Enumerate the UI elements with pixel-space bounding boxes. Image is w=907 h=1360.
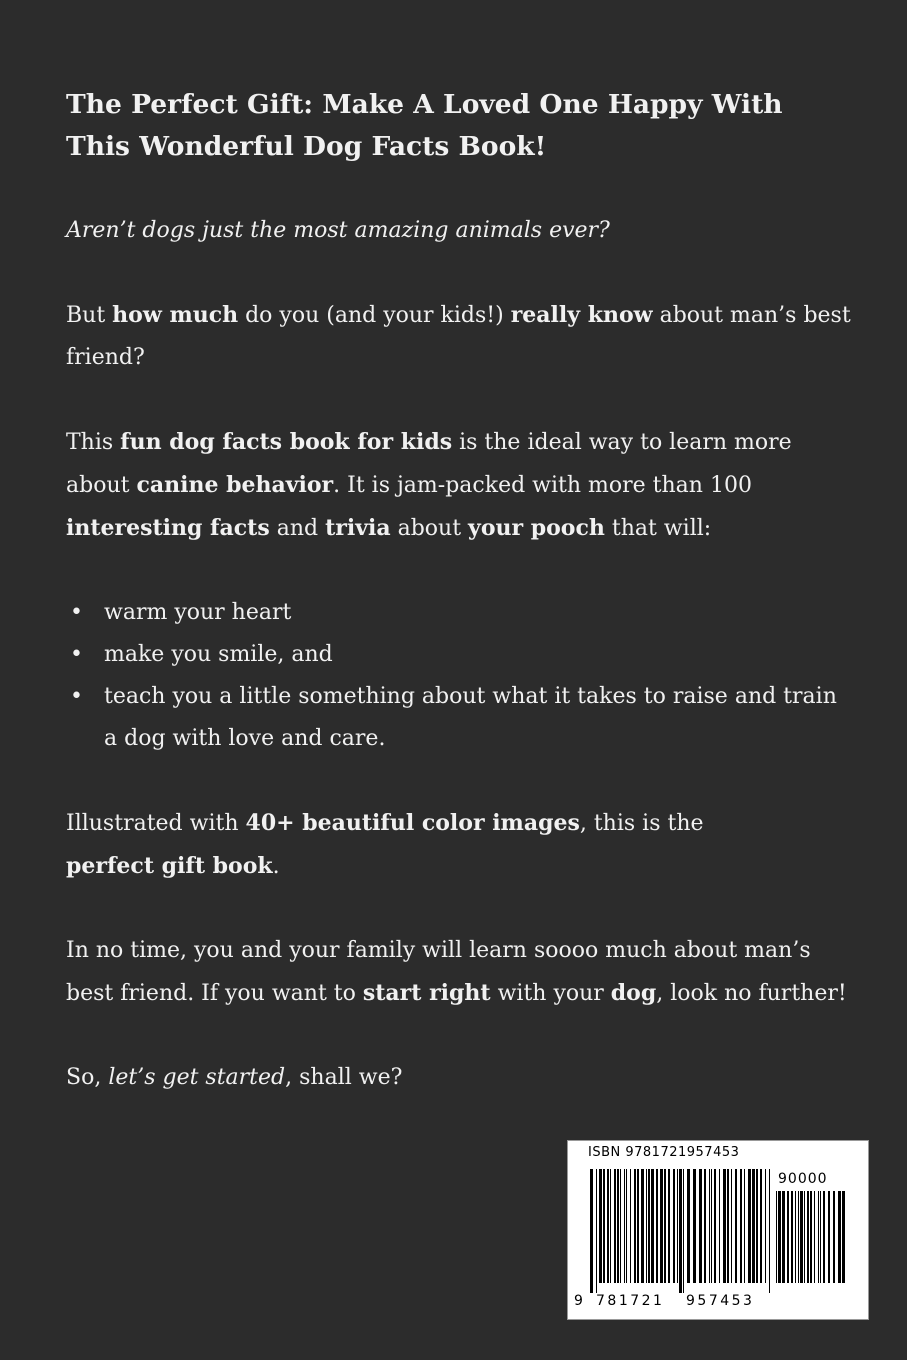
text: . It is jam-packed with more than 100	[333, 473, 752, 498]
paragraph-in-no-time	[66, 930, 856, 1015]
barcode-bar	[596, 1169, 597, 1293]
text: .	[272, 854, 280, 879]
barcode-bar	[630, 1169, 631, 1283]
barcode-bar	[804, 1191, 805, 1283]
barcode-bar	[620, 1169, 621, 1283]
barcode-right-digits: 957453	[686, 1293, 755, 1309]
barcode-bar	[752, 1169, 755, 1283]
bold-text: canine behavior	[136, 472, 334, 498]
barcode-bar	[820, 1191, 821, 1283]
barcode-bar	[798, 1191, 799, 1283]
barcode-bar	[590, 1169, 593, 1293]
bold-text: dog	[610, 980, 657, 1006]
text: But	[66, 303, 113, 328]
barcode-bar	[699, 1169, 702, 1283]
barcode-bar	[807, 1191, 809, 1283]
bold-text: how much	[112, 302, 239, 328]
barcode-bar	[683, 1169, 684, 1293]
barcode-bar	[756, 1169, 758, 1283]
bold-text: interesting facts	[66, 515, 270, 541]
text: with your	[490, 981, 611, 1006]
text: This	[66, 430, 121, 455]
barcode-bar	[778, 1191, 781, 1283]
text: that will:	[604, 516, 712, 541]
barcode-bar	[818, 1191, 819, 1283]
barcode-bar	[687, 1169, 690, 1283]
barcode-bar	[679, 1169, 682, 1293]
text: do you (and your kids!)	[238, 303, 511, 328]
barcode-bar	[828, 1191, 830, 1283]
paragraph-closing	[66, 1057, 856, 1099]
benefits-list	[66, 592, 856, 760]
barcode-bar	[765, 1169, 766, 1283]
barcode-bar	[677, 1169, 678, 1283]
barcode-bar	[719, 1169, 720, 1283]
list-item: • teach you a little something about what it takes to raise and train a dog with love and care.	[66, 676, 856, 760]
text: So,	[66, 1065, 109, 1090]
barcode-left-digits: 781721	[596, 1293, 665, 1309]
addon-digits: 90000	[778, 1171, 828, 1187]
barcode-bar	[776, 1191, 777, 1283]
barcode-bar	[637, 1169, 639, 1283]
paragraph-how-much	[66, 294, 856, 379]
barcode-bar	[660, 1169, 663, 1283]
bold-text: fun dog facts book for kids	[120, 429, 453, 455]
barcode-bar	[769, 1169, 770, 1293]
heading-line-1: The Perfect Gift: Make A Loved One Happy With	[66, 89, 783, 120]
text: about	[390, 516, 469, 541]
list-item: • warm your heart	[66, 592, 856, 634]
barcode-bar	[823, 1191, 825, 1283]
back-cover-text	[66, 84, 856, 1099]
barcode-bar	[673, 1169, 675, 1283]
barcode-bar	[711, 1169, 712, 1283]
italic-text: let’s get started	[108, 1065, 286, 1090]
isbn-barcode	[567, 1140, 869, 1320]
barcode-bar	[599, 1169, 602, 1283]
barcode-bar	[760, 1169, 762, 1283]
bold-text: really know	[510, 302, 653, 328]
barcode-bar	[787, 1191, 789, 1283]
addon-barcode-bars	[776, 1191, 848, 1293]
barcode-bar	[735, 1169, 737, 1283]
barcode-bar	[641, 1169, 644, 1283]
barcode-lead-digit: 9	[574, 1293, 583, 1309]
barcode-bar	[782, 1191, 785, 1283]
barcode-bar	[744, 1169, 745, 1283]
barcode-bar	[833, 1191, 835, 1283]
barcode-bar	[651, 1169, 654, 1283]
barcode-bar	[624, 1169, 625, 1283]
barcode-bar	[740, 1169, 742, 1283]
barcode-bar	[748, 1169, 751, 1283]
barcode-bars	[590, 1169, 772, 1293]
barcode-bar	[656, 1169, 658, 1283]
barcode-bar	[800, 1191, 803, 1283]
barcode-bar	[791, 1191, 793, 1283]
barcode-bar	[603, 1169, 605, 1283]
barcode-bar	[664, 1169, 666, 1283]
bold-text: perfect gift book	[66, 853, 273, 879]
barcode-bar	[842, 1191, 845, 1283]
text: Illustrated with	[66, 811, 246, 836]
barcode-bar	[693, 1169, 696, 1283]
barcode-bar	[646, 1169, 647, 1283]
barcode-bar	[810, 1191, 812, 1283]
heading-line-2: This Wonderful Dog Facts Book!	[66, 131, 547, 162]
isbn-label: ISBN 9781721957453	[588, 1145, 740, 1160]
text: , look no further!	[656, 981, 847, 1006]
text: , shall we?	[285, 1065, 403, 1090]
barcode-bar	[704, 1169, 706, 1283]
text: and	[269, 516, 326, 541]
barcode-bar	[727, 1169, 729, 1283]
barcode-bar	[634, 1169, 636, 1283]
text: about man’s best friend?	[66, 303, 851, 370]
heading	[66, 84, 856, 168]
bold-text: 40+ beautiful color images	[245, 810, 580, 836]
text: In no time, you and your family will learn soooo much about man’s best friend. If you want to	[66, 938, 811, 1006]
barcode-bar	[617, 1169, 619, 1283]
bold-text: your pooch	[468, 515, 605, 541]
barcode-bar	[723, 1169, 726, 1283]
paragraph-book-description	[66, 421, 856, 550]
barcode-bar	[648, 1169, 650, 1283]
barcode-bar	[731, 1169, 732, 1283]
barcode-bar	[610, 1169, 611, 1283]
barcode-bar	[814, 1191, 815, 1283]
barcode-bar	[614, 1169, 616, 1283]
text: , this is the	[579, 811, 704, 836]
intro-question: Aren’t dogs just the most amazing animals ever?	[66, 218, 610, 243]
bold-text: start right	[362, 980, 491, 1006]
paragraph-illustrated	[66, 802, 856, 888]
barcode-bar	[607, 1169, 609, 1283]
barcode-bar	[714, 1169, 716, 1283]
text: is the ideal way to learn more about	[66, 430, 792, 498]
bold-text: trivia	[325, 515, 391, 541]
barcode-bar	[626, 1169, 627, 1283]
barcode-bar	[838, 1191, 841, 1283]
list-item: • make you smile, and	[66, 634, 856, 676]
barcode-bar	[795, 1191, 796, 1283]
barcode-bar	[668, 1169, 670, 1283]
barcode-bar	[709, 1169, 710, 1283]
